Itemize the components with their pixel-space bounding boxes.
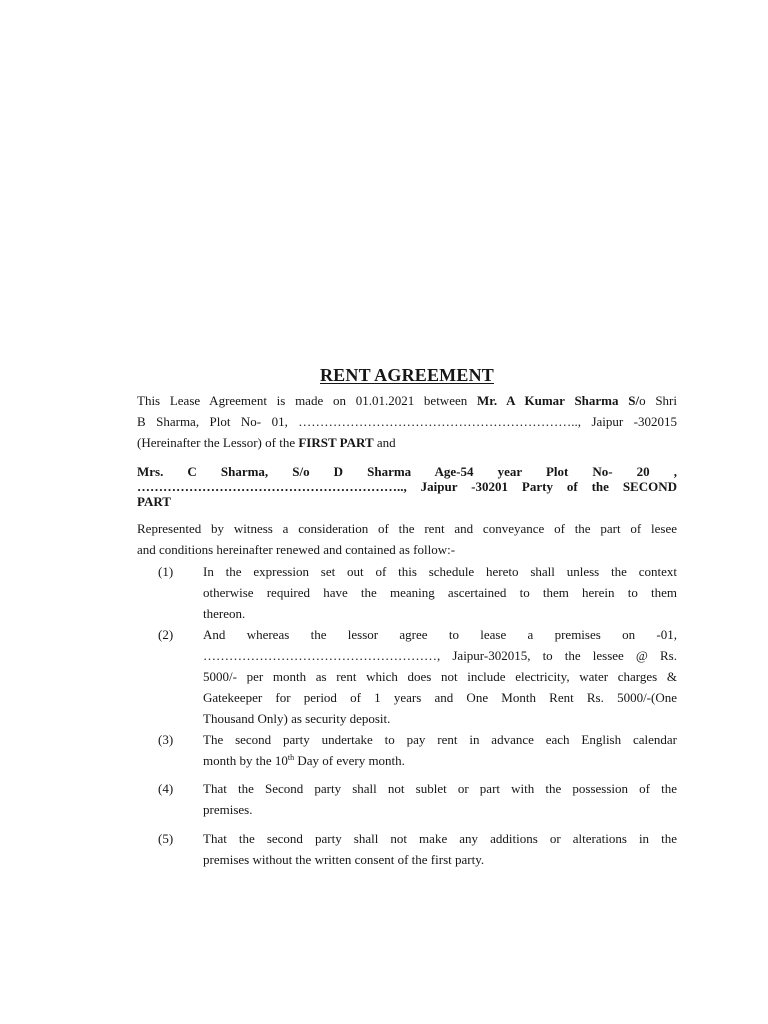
clause-text xyxy=(203,624,677,729)
clause-number: (4) xyxy=(158,780,174,796)
text-run: Day of every month. xyxy=(294,752,405,768)
text-line xyxy=(137,390,677,411)
first-part-label: FIRST PART xyxy=(298,434,374,450)
text-run: month by the 10 xyxy=(203,752,288,768)
clause-text xyxy=(203,778,677,820)
intro-paragraph xyxy=(137,390,677,453)
text-line: premises. xyxy=(203,801,253,817)
text-line: Mrs. C Sharma, S/o D Sharma Age-54 year Plot No- 20 , xyxy=(137,463,677,479)
clause-number: (5) xyxy=(158,830,174,846)
clause-text xyxy=(203,828,677,870)
text-line: That the second party shall not make any additions or alterations in the xyxy=(203,830,677,846)
clause-text xyxy=(203,561,677,624)
text-line: otherwise required have the meaning ascertained to them herein to them xyxy=(203,584,677,600)
text-line: ………………………………………………, Jaipur-302015, to the lessee @ Rs. xyxy=(203,647,677,663)
text-line: and conditions hereinafter renewed and contained as follow:- xyxy=(137,541,456,557)
second-party-paragraph xyxy=(137,464,677,509)
text-run: (Hereinafter the Lessor) of the xyxy=(137,434,299,450)
text-line: In the expression set out of this schedule hereto shall unless the context xyxy=(203,563,677,579)
text-line: …………………………………………………….., Jaipur -30201 Party of the SECOND xyxy=(137,478,677,494)
text-line: And whereas the lessor agree to lease a premises on -01, xyxy=(203,626,677,642)
text-run: This Lease Agreement is made on 01.01.2021 between xyxy=(137,392,477,408)
text-line: That the Second party shall not sublet or part with the possession of the xyxy=(203,780,677,796)
text-run: o Shri xyxy=(639,392,678,408)
text-line: Thousand Only) as security deposit. xyxy=(203,710,391,726)
text-line: B Sharma, Plot No- 01, ……………………………………………………….., Jaipur -302015 xyxy=(137,413,677,429)
lessor-name: Mr. A Kumar Sharma S/ xyxy=(476,392,640,408)
clause-number: (3) xyxy=(158,731,174,747)
text-run: and xyxy=(373,434,396,450)
clause-number: (2) xyxy=(158,626,174,642)
text-line xyxy=(137,432,677,453)
text-line: thereon. xyxy=(203,605,246,621)
text-line: The second party undertake to pay rent in advance each English calendar xyxy=(203,731,677,747)
clause-number: (1) xyxy=(158,563,174,579)
text-line: Gatekeeper for period of 1 years and One Month Rent Rs. 5000/-(One xyxy=(203,689,677,705)
text-line: Represented by witness a consideration of the rent and conveyance of the part of lesee xyxy=(137,520,677,536)
text-line: PART xyxy=(137,493,171,509)
document-title: RENT AGREEMENT xyxy=(319,365,494,385)
text-line: premises without the written consent of the first party. xyxy=(203,851,485,867)
clause-text xyxy=(203,729,677,771)
ordinal-suffix: th xyxy=(287,752,295,762)
text-line: 5000/- per month as rent which does not include electricity, water charges & xyxy=(203,668,677,684)
preamble-paragraph xyxy=(137,518,677,560)
text-line xyxy=(203,750,677,771)
